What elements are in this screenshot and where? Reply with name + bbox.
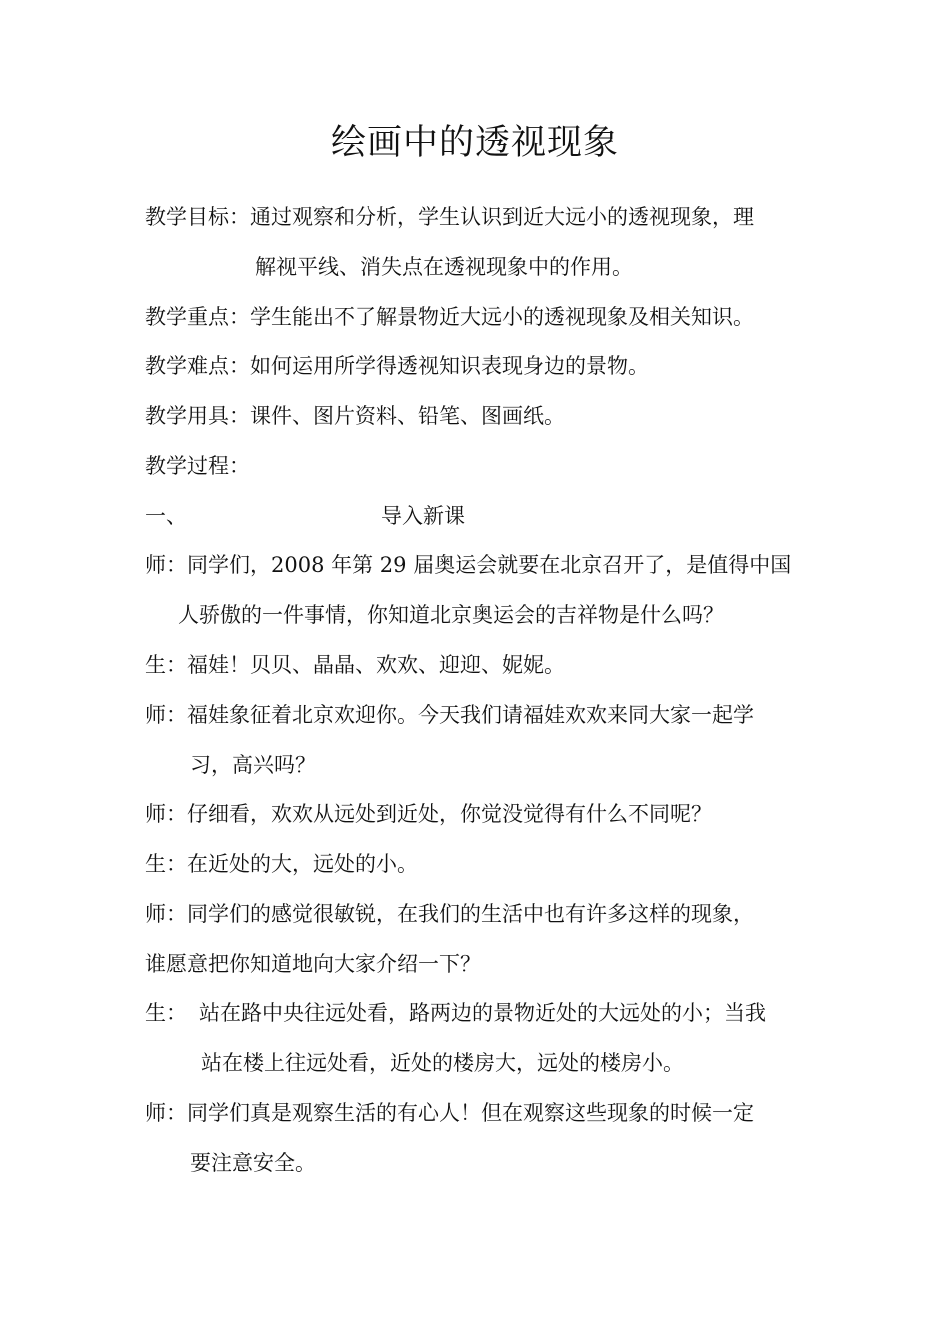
speaker-label: 师： — [145, 553, 187, 577]
process-label: 教学过程： — [145, 454, 250, 478]
dialogue-line — [145, 849, 418, 879]
dialogue-continuation: 站在楼上往远处看，近处的楼房大，远处的楼房小。 — [201, 1051, 684, 1075]
tools-label: 教学用具： — [145, 404, 250, 428]
objectives-text-line1: 通过观察和分析，学生认识到近大远小的透视现象，理 — [250, 205, 754, 229]
difficulties-label: 教学难点： — [145, 354, 250, 378]
dialogue-text: 同学们，2008 年第 29 届奥运会就要在北京召开了，是值得中国 — [187, 553, 792, 577]
speaker-label: 师： — [145, 902, 187, 926]
speaker-label: 师： — [145, 703, 187, 727]
dialogue-text: 福娃！贝贝、晶晶、欢欢、迎迎、妮妮。 — [187, 653, 565, 677]
dialogue-text: 仔细看，欢欢从远处到近处，你觉没觉得有什么不同呢？ — [187, 802, 712, 826]
dialogue-continuation: 习，高兴吗？ — [190, 753, 316, 777]
dialogue-text: 同学们的感觉很敏锐，在我们的生活中也有许多这样的现象， — [187, 902, 754, 926]
speaker-label: 生： — [145, 852, 187, 876]
tools-text: 课件、图片资料、铅笔、图画纸。 — [250, 404, 565, 428]
key-points-label: 教学重点： — [145, 305, 250, 329]
document-title: 绘画中的透视现象 — [330, 123, 619, 163]
dialogue-line — [145, 1098, 754, 1128]
objectives-text-line2: 解视平线、消失点在透视现象中的作用。 — [255, 255, 633, 279]
dialogue-continuation: 要注意安全。 — [190, 1151, 316, 1175]
dialogue-line — [145, 650, 565, 680]
tools-row — [145, 401, 565, 431]
difficulties-text: 如何运用所学得透视知识表现身边的景物。 — [250, 354, 649, 378]
speaker-label: 生： — [145, 1001, 187, 1025]
dialogue-text: 站在路中央往远处看，路两边的景物近处的大远处的小；当我 — [199, 1001, 766, 1025]
speaker-label: 师： — [145, 1101, 187, 1125]
dialogue-text: 同学们真是观察生活的有心人！但在观察这些现象的时候一定 — [187, 1101, 754, 1125]
speaker-label: 生： — [145, 653, 187, 677]
objectives-row — [145, 202, 754, 232]
dialogue-line — [145, 700, 754, 730]
key-points-row — [145, 302, 754, 332]
dialogue-line — [145, 799, 712, 829]
dialogue-continuation: 人骄傲的一件事情，你知道北京奥运会的吉祥物是什么吗？ — [178, 603, 724, 627]
objectives-label: 教学目标： — [145, 205, 250, 229]
dialogue-line — [145, 550, 791, 580]
dialogue-line — [145, 998, 766, 1028]
dialogue-line — [145, 899, 754, 929]
dialogue-text: 福娃象征着北京欢迎你。今天我们请福娃欢欢来同大家一起学 — [187, 703, 754, 727]
speaker-label: 师： — [145, 802, 187, 826]
section-number: 一、 — [145, 504, 187, 528]
dialogue-continuation: 谁愿意把你知道地向大家介绍一下？ — [145, 952, 481, 976]
difficulties-row — [145, 351, 649, 381]
dialogue-text: 在近处的大，远处的小。 — [187, 852, 418, 876]
section-title: 导入新课 — [381, 504, 465, 528]
key-points-text: 学生能出不了解景物近大远小的透视现象及相关知识。 — [250, 305, 754, 329]
